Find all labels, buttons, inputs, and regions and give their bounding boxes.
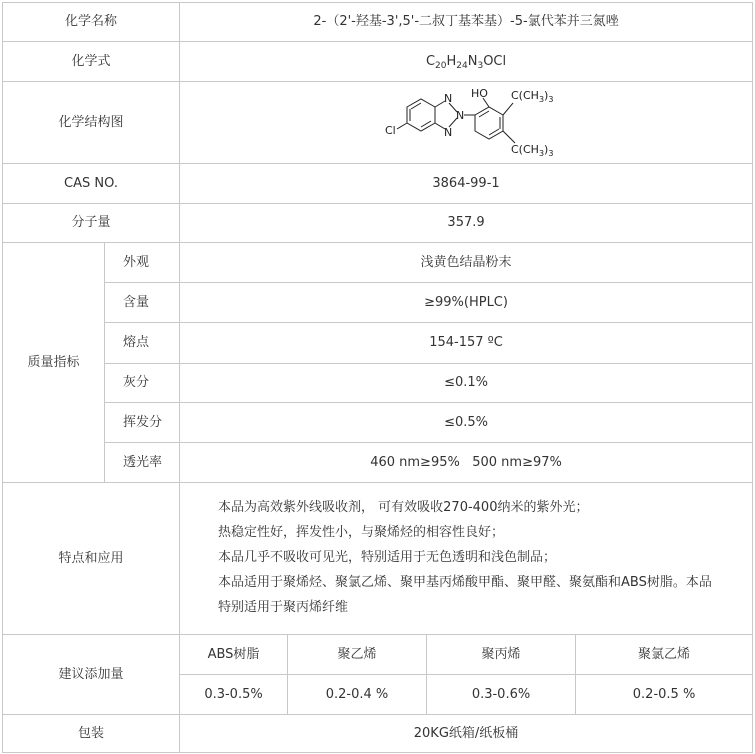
cas-value: 3864-99-1 bbox=[180, 164, 753, 204]
features-label: 特点和应用 bbox=[3, 483, 180, 635]
dosage-header-cell: 聚氯乙烯 bbox=[576, 635, 753, 675]
quality-item-label: 挥发分 bbox=[105, 403, 180, 443]
formula-part: OCl bbox=[483, 53, 507, 69]
molecular-weight-value: 357.9 bbox=[180, 204, 753, 243]
packing-label: 包装 bbox=[3, 715, 180, 753]
triazole-n-top: N bbox=[444, 91, 453, 105]
formula-value bbox=[180, 42, 753, 82]
formula-label: 化学式 bbox=[3, 42, 180, 82]
structure-label: 化学结构图 bbox=[3, 82, 180, 164]
formula-subscript: 24 bbox=[456, 60, 468, 71]
formula-subscript: 3 bbox=[477, 60, 484, 71]
quality-item-value: ≤0.5% bbox=[180, 403, 753, 443]
quality-item-label: 透光率 bbox=[105, 443, 180, 483]
chloro-substituent: Cl bbox=[385, 123, 396, 137]
packing-value: 20KG纸箱/纸板桶 bbox=[180, 715, 753, 753]
feature-line: 本品几乎不吸收可见光，特别适用于无色透明和浅色制品； bbox=[218, 550, 557, 565]
spec-table bbox=[2, 2, 753, 753]
quality-item-value: 460 nm≥95% 500 nm≥97% bbox=[180, 443, 753, 483]
molecular-weight-label: 分子量 bbox=[3, 204, 180, 243]
quality-spec-label: 质量指标 bbox=[3, 243, 105, 483]
features-text bbox=[180, 483, 753, 635]
formula-part: N bbox=[467, 53, 478, 69]
feature-line: 热稳定性好，挥发性小，与聚烯烃的相容性良好； bbox=[218, 525, 505, 540]
triazole-n-bottom: N bbox=[444, 125, 453, 139]
formula-part: C bbox=[425, 53, 436, 69]
dosage-value-cell: 0.3-0.5% bbox=[180, 675, 288, 715]
row-quality-appearance bbox=[3, 243, 753, 283]
quality-item-label: 含量 bbox=[105, 283, 180, 323]
structural-formula-diagram bbox=[371, 85, 561, 161]
row-quality-volatiles bbox=[3, 403, 753, 443]
row-quality-melting-point bbox=[3, 323, 753, 364]
dosage-value-cell: 0.3-0.6% bbox=[427, 675, 576, 715]
feature-line: 特别适用于聚丙烯纤维 bbox=[218, 600, 349, 615]
tert-butyl-bottom: $C(CH_3)_3$ bbox=[511, 142, 554, 158]
dosage-value-cell: 0.2-0.4 % bbox=[288, 675, 427, 715]
feature-line: 本品适用于聚烯烃、聚氯乙烯、聚甲基丙烯酸甲酯、聚甲醛、聚氨酯和ABS树脂。本品 bbox=[218, 575, 712, 590]
row-molecular-weight bbox=[3, 204, 753, 243]
cas-label: CAS NO. bbox=[3, 164, 180, 204]
row-dosage-headers bbox=[3, 635, 753, 675]
feature-line: 本品为高效紫外线吸收剂， 可有效吸收270-400纳米的紫外光； bbox=[218, 500, 589, 515]
dosage-header-cell: ABS树脂 bbox=[180, 635, 288, 675]
chemical-name-value: 2-（2'-羟基-3',5'-二叔丁基苯基）-5-氯代苯并三氮唑 bbox=[180, 3, 753, 42]
quality-item-value: 浅黄色结晶粉末 bbox=[180, 243, 753, 283]
row-chemical-name bbox=[3, 3, 753, 42]
quality-item-value: ≤0.1% bbox=[180, 364, 753, 403]
quality-item-label: 熔点 bbox=[105, 323, 180, 364]
row-cas bbox=[3, 164, 753, 204]
formula-subscript: 20 bbox=[435, 60, 447, 71]
row-quality-ash bbox=[3, 364, 753, 403]
quality-item-label: 灰分 bbox=[105, 364, 180, 403]
row-packing bbox=[3, 715, 753, 753]
dosage-header-cell: 聚乙烯 bbox=[288, 635, 427, 675]
chemical-name-label: 化学名称 bbox=[3, 3, 180, 42]
row-structure bbox=[3, 82, 753, 164]
tert-butyl-top: $C(CH_3)_3$ bbox=[511, 88, 554, 104]
row-features bbox=[3, 483, 753, 635]
row-quality-transmittance bbox=[3, 443, 753, 483]
hydroxy-group: HO bbox=[471, 86, 488, 100]
quality-item-label: 外观 bbox=[105, 243, 180, 283]
row-quality-content bbox=[3, 283, 753, 323]
dosage-header-cell: 聚丙烯 bbox=[427, 635, 576, 675]
dosage-label: 建议添加量 bbox=[3, 635, 180, 715]
triazole-n-mid: N bbox=[456, 108, 465, 122]
row-formula bbox=[3, 42, 753, 82]
structure-cell bbox=[180, 82, 753, 164]
formula-part: H bbox=[446, 53, 457, 69]
quality-item-value: 154-157 ºC bbox=[180, 323, 753, 364]
quality-item-value: ≥99%(HPLC) bbox=[180, 283, 753, 323]
dosage-value-cell: 0.2-0.5 % bbox=[576, 675, 753, 715]
